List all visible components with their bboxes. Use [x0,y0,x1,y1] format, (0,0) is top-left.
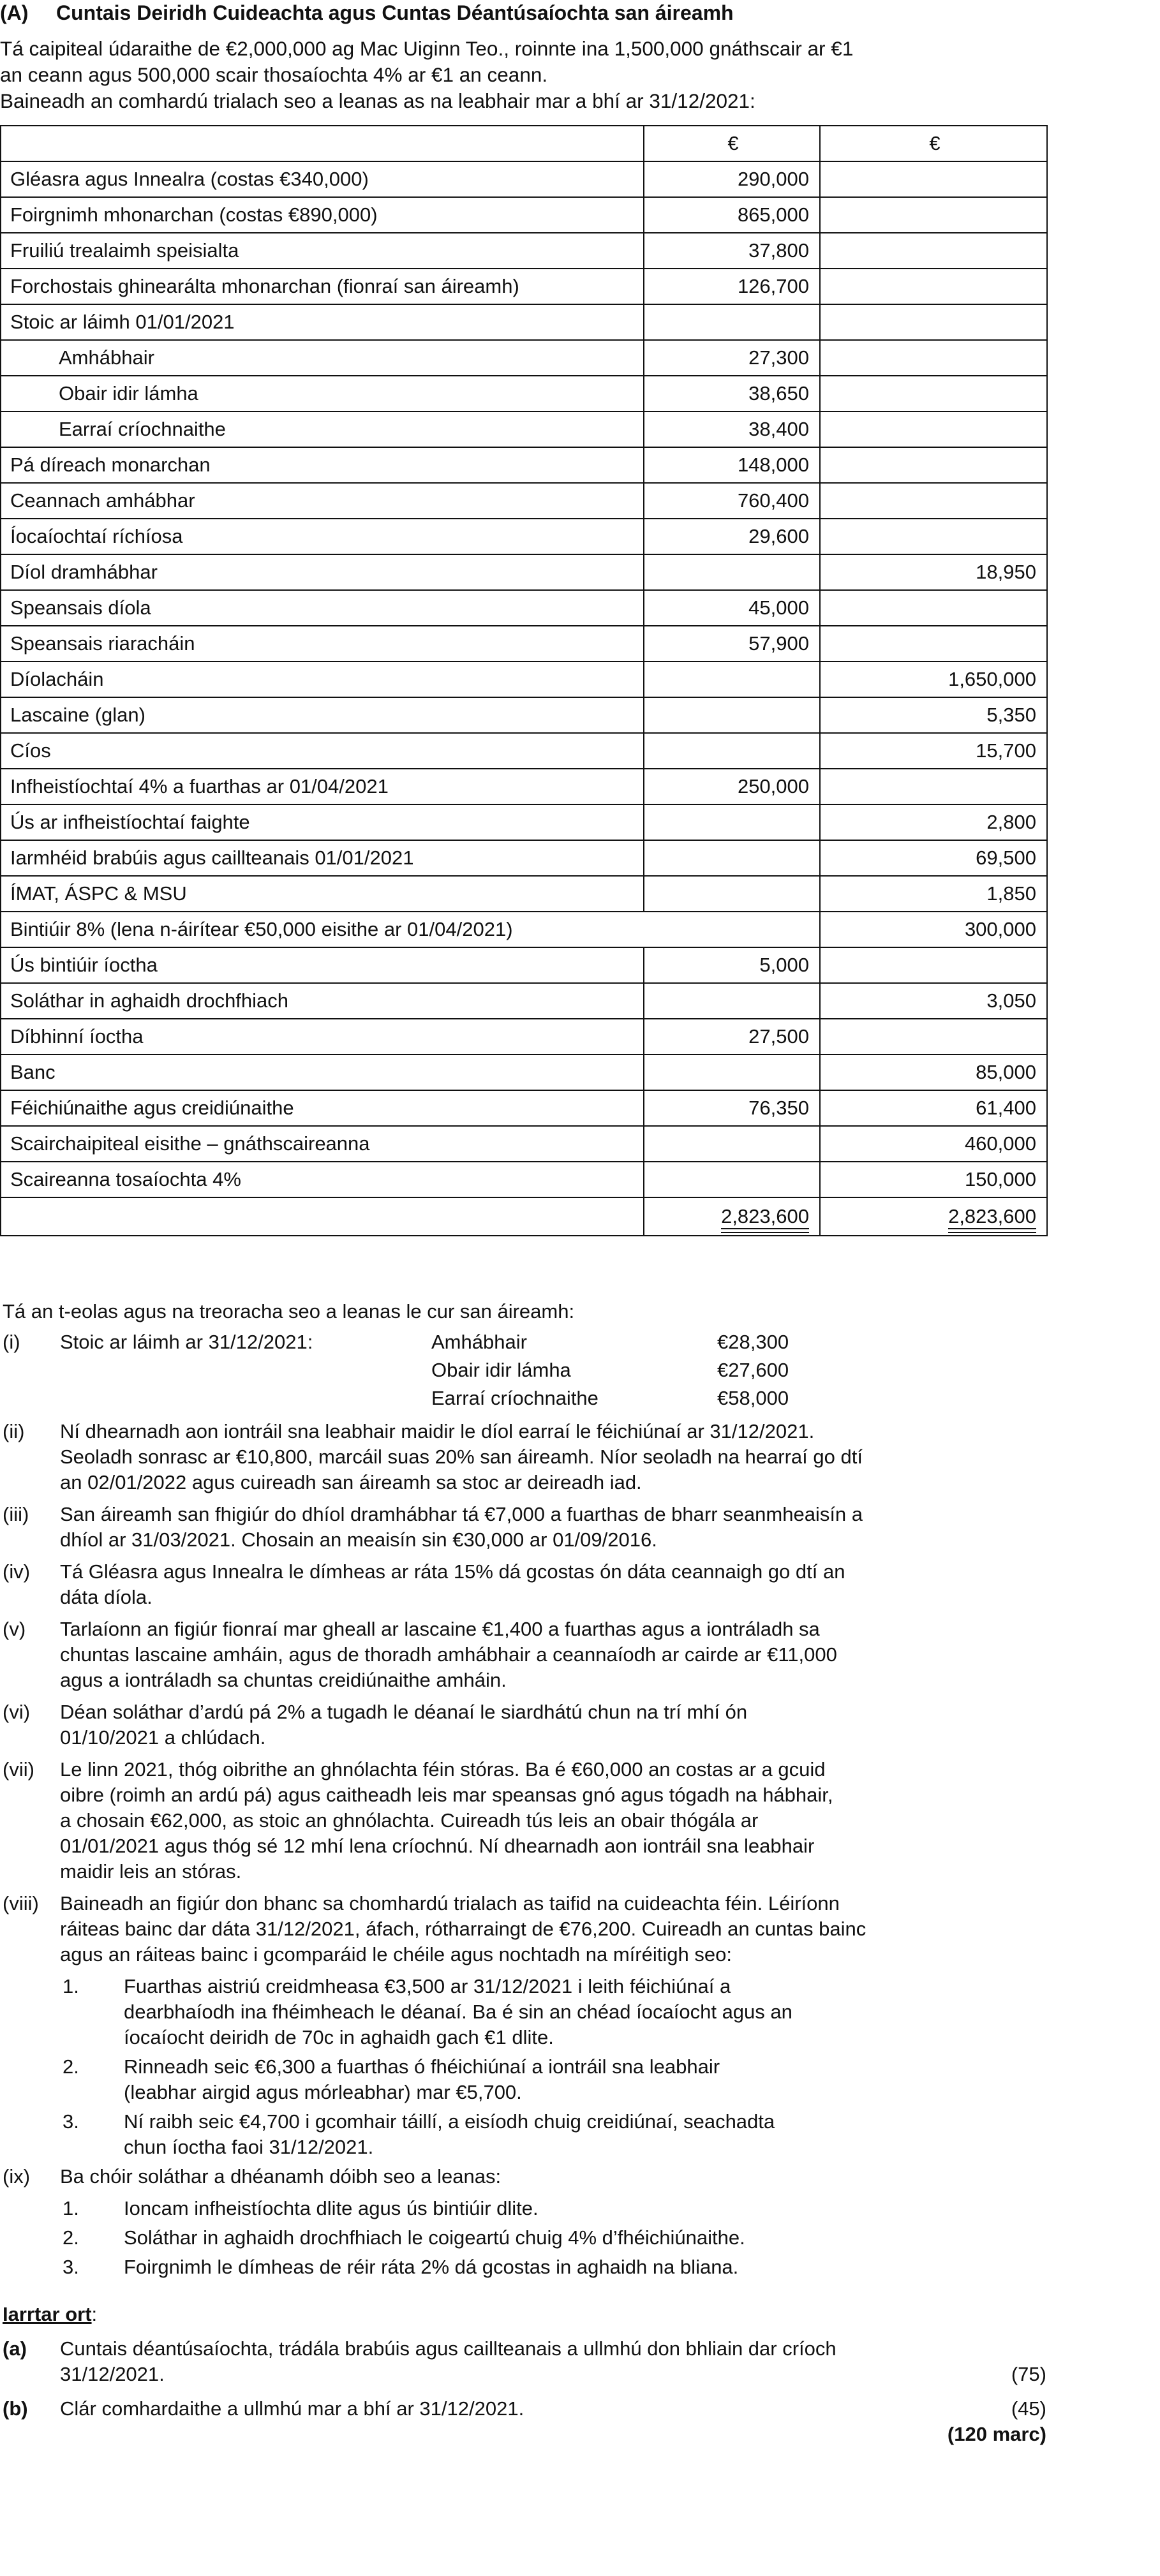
debit-amount [644,697,820,733]
debit-amount [644,554,820,590]
table-row [1,947,1047,983]
account-name: Fruiliú trealaimh speisialta [1,233,644,269]
table-row [1,554,1047,590]
sub-line: Ní raibh seic €4,700 i gcomhair táillí, a eisíodh chuig creidiúnaí, seachadta [124,2110,775,2133]
note-text [60,1419,1046,1495]
debit-amount [644,733,820,769]
provision-item [0,2254,1046,2280]
sub-number: 2. [63,2226,79,2249]
account-name: Ús bintiúir íoctha [1,947,644,983]
account-name: Lascaine (glan) [1,697,644,733]
sub-text [124,2054,1046,2105]
part-text [60,2336,957,2387]
stock-value: €28,300 [717,1331,789,1353]
note-line: Tá Gléasra agus Innealra le dímheas ar ráta 15% dá gcostas ón dáta ceannaigh go dtí an [60,1560,845,1583]
credit-amount: 18,950 [820,554,1047,590]
table-row [1,340,1047,376]
credit-amount [820,411,1047,447]
table-row [1,733,1047,769]
note-text [60,1891,1046,1967]
account-name: Scaireanna tosaíochta 4% [1,1162,644,1197]
credit-amount: 69,500 [820,840,1047,876]
note-line: Seoladh sonrasc ar €10,800, marcáil suas 20% san áireamh. Níor seoladh na hearraí go dtí [60,1446,863,1468]
table-row [1,1126,1047,1162]
debit-amount [644,1055,820,1090]
trial-balance-table [0,125,1048,1236]
note-number: (iv) [3,1560,31,1583]
note-number: (ii) [3,1420,25,1442]
sub-text: Soláthar in aghaidh drochfhiach le coigeartú chuig 4% d’fhéichiúnaithe. [124,2226,745,2249]
sub-number: 1. [63,2197,79,2219]
credit-amount: 15,700 [820,733,1047,769]
table-row [1,983,1047,1019]
note-line: a chosain €62,000, as stoic an ghnólachta. Cuireadh tús leis an obair thógála ar [60,1809,759,1832]
credit-amount: 150,000 [820,1162,1047,1197]
table-row [1,590,1047,626]
debit-amount: 38,400 [644,411,820,447]
question-part [0,2396,1046,2422]
table-row [1,912,1047,947]
table-row [1,1090,1047,1126]
debit-amount: 250,000 [644,769,820,804]
credit-amount [820,304,1047,340]
account-name: Bintiúir 8% (lena n-áirítear €50,000 eisithe ar 01/04/2021) [1,912,820,947]
bank-discrepancy-item [0,2109,1046,2160]
debit-amount: 29,600 [644,519,820,554]
table-row [1,769,1047,804]
stock-value: €27,600 [717,1359,789,1381]
note-ix [0,2164,1046,2189]
credit-amount [820,233,1047,269]
debit-amount: 57,900 [644,626,820,662]
stock-value: €58,000 [717,1387,789,1409]
credit-amount: 300,000 [820,912,1047,947]
debit-amount: 45,000 [644,590,820,626]
section-label: (A) [0,1,29,24]
notes-section [0,1299,1046,2447]
note-line: agus a iontráladh sa chuntas creidiúnaithe amháin. [60,1669,507,1691]
account-name: Obair idir lámha [1,376,644,411]
credit-amount: 1,850 [820,876,1047,912]
sub-number: 2. [63,2055,79,2078]
note-number: (viii) [3,1892,39,1914]
part-line: Cuntais déantúsaíochta, trádála brabúis agus caillteanais a ullmhú don bhliain dar críoch [60,2337,837,2360]
debit-amount: 760,400 [644,483,820,519]
part-line: 31/12/2021. [60,2363,165,2385]
account-name: Earraí críochnaithe [1,411,644,447]
note-text [60,1502,1046,1553]
table-row [1,269,1047,304]
table-row [1,876,1047,912]
debit-amount: 290,000 [644,161,820,197]
note-text [60,1617,1046,1693]
header-cell-debit: € [644,126,820,161]
note-line: ráiteas bainc dar dáta 31/12/2021, áfach, rótharraingt de €76,200. Cuireadh an cuntas bainc [60,1918,866,1940]
debit-amount [644,804,820,840]
credit-amount [820,519,1047,554]
note-line: oibre (roimh an ardú pá) agus caitheadh leis mar speansas gnó agus tógadh na hábhair, [60,1784,833,1806]
table-row [1,304,1047,340]
bank-discrepancy-item [0,1974,1046,2050]
account-name: Foirgnimh mhonarchan (costas €890,000) [1,197,644,233]
table-row [1,626,1047,662]
debit-amount [644,304,820,340]
note-item [0,1419,1046,1495]
note-line: dhíol ar 31/03/2021. Chosain an meaisín sin €30,000 ar 01/09/2016. [60,1529,657,1551]
credit-total-cell [820,1197,1047,1236]
stock-name: Amhábhair [431,1331,527,1353]
note-line: 01/01/2021 agus thóg sé 12 mhí lena críochnú. Ní dhearnadh aon iontráil sna leabhair [60,1835,815,1857]
credit-amount: 3,050 [820,983,1047,1019]
table-row [1,197,1047,233]
sub-line: Fuarthas aistriú creidmheasa €3,500 ar 31/12/2021 i leith féichiúnaí a [124,1975,731,1997]
credit-amount: 460,000 [820,1126,1047,1162]
account-name: Amhábhair [1,340,644,376]
note-number: (ix) [3,2165,31,2187]
debit-amount: 5,000 [644,947,820,983]
debit-amount [644,983,820,1019]
debit-amount [644,1126,820,1162]
debit-amount: 148,000 [644,447,820,483]
table-row [1,447,1047,483]
bank-discrepancy-item [0,2054,1046,2105]
sub-line: íocaíocht deiridh de 70c in aghaidh gach €1 dlite. [124,2026,554,2048]
credit-amount [820,447,1047,483]
account-name: Pá díreach monarchan [1,447,644,483]
debit-amount: 37,800 [644,233,820,269]
sub-line: Rinneadh seic €6,300 a fuarthas ó fhéichiúnaí a iontráil sna leabhair [124,2055,720,2078]
account-name: Díolacháin [1,662,644,697]
credit-amount [820,376,1047,411]
debit-amount: 865,000 [644,197,820,233]
account-name: Soláthar in aghaidh drochfhiach [1,983,644,1019]
table-row [1,697,1047,733]
note-number: (v) [3,1618,26,1640]
debit-amount: 126,700 [644,269,820,304]
table-row [1,233,1047,269]
table-row [1,161,1047,197]
part-text [60,2396,957,2422]
part-label: (b) [3,2397,28,2420]
debit-amount: 27,300 [644,340,820,376]
credit-amount [820,197,1047,233]
account-name: Féichiúnaithe agus creidiúnaithe [1,1090,644,1126]
stock-name: Obair idir lámha [431,1359,571,1381]
sub-text [124,1974,1046,2050]
part-marks: (75) [1011,2363,1046,2385]
closing-stock-list [60,1329,1046,1412]
note-line: Le linn 2021, thóg oibrithe an ghnólachta féin stóras. Ba é €60,000 an costas ar a gcuid [60,1758,826,1780]
account-name: Speansais díola [1,590,644,626]
totals-row [1,1197,1047,1236]
sub-number: 3. [63,2256,79,2278]
table-row [1,519,1047,554]
credit-amount: 61,400 [820,1090,1047,1126]
note-item [0,1891,1046,1967]
debit-amount [644,840,820,876]
credit-amount [820,269,1047,304]
credit-total: 2,823,600 [948,1205,1036,1229]
table-row [1,411,1047,447]
debit-amount: 76,350 [644,1090,820,1126]
account-name: Díol dramhábhar [1,554,644,590]
note-line: Tarlaíonn an figiúr fionraí mar gheall ar lascaine €1,400 a fuarthas agus a iontráladh sa [60,1618,820,1640]
account-name: Díbhinní íoctha [1,1019,644,1055]
note-line: San áireamh san fhigiúr do dhíol dramhábhar tá €7,000 a fuarthas de bharr seanmheaisín a [60,1503,863,1525]
credit-amount [820,161,1047,197]
sub-line: (leabhar airgid agus mórleabhar) mar €5,700. [124,2081,522,2103]
section-title: Cuntais Deiridh Cuideachta agus Cuntas Déantúsaíochta san áireamh [56,1,734,24]
sub-number: 3. [63,2110,79,2133]
credit-amount [820,590,1047,626]
note-number: (vi) [3,1701,31,1723]
account-name: Scairchaipiteal eisithe – gnáthscaireanna [1,1126,644,1162]
account-name: Banc [1,1055,644,1090]
account-name: Infheistíochtaí 4% a fuarthas ar 01/04/2021 [1,769,644,804]
notes-intro: Tá an t-eolas agus na treoracha seo a leanas le cur san áireamh: [3,1300,575,1322]
total-marks: (120 marc) [947,2423,1046,2445]
note-text: Ba chóir soláthar a dhéanamh dóibh seo a leanas: [60,2165,502,2187]
note-line: dáta díola. [60,1586,152,1608]
note-line: Baineadh an figiúr don bhanc sa chomhardú trialach as taifid na cuideachta féin. Léiríonn [60,1892,840,1914]
intro-line: an ceann agus 500,000 scair thosaíochta 4% ar €1 an ceann. [0,63,548,86]
debit-amount [644,1162,820,1197]
note-line: chuntas lascaine amháin, agus de thoradh amhábhair a ceannaíodh ar cairde ar €11,000 [60,1643,837,1666]
note-item [0,1559,1046,1610]
note-i [0,1329,1046,1412]
note-line: Déan soláthar d’ardú pá 2% a tugadh le déanaí le siardhátú chun na trí mhí ón [60,1701,748,1723]
account-name: Íocaíochtaí ríchíosa [1,519,644,554]
provision-item [0,2225,1046,2251]
note-line: agus an ráiteas bainc i gcomparáid le chéile agus nochtadh na míréitigh seo: [60,1943,732,1965]
intro-text [0,36,1046,114]
note-line: 01/10/2021 a chlúdach. [60,1726,266,1749]
task-heading [0,2302,1046,2327]
totals-label [1,1197,644,1236]
part-line: Clár comhardaithe a ullmhú mar a bhí ar 31/12/2021. [60,2397,524,2420]
note-text [60,1699,1046,1751]
debit-total: 2,823,600 [721,1205,809,1229]
credit-amount: 2,800 [820,804,1047,840]
account-name: Forchostais ghinearálta mhonarchan (fionraí san áireamh) [1,269,644,304]
debit-amount [644,662,820,697]
provision-item [0,2196,1046,2221]
account-name: Iarmhéid brabúis agus caillteanais 01/01/2021 [1,840,644,876]
credit-amount: 1,650,000 [820,662,1047,697]
credit-amount [820,1019,1047,1055]
account-name: Speansais riaracháin [1,626,644,662]
note-number: (iii) [3,1503,29,1525]
sub-line: dearbhaíodh ina fhéimheach le déanaí. Ba é sin an chéad íocaíocht agus an [124,2001,792,2023]
sub-text: Ioncam infheistíochta dlite agus ús bintiúir dlite. [124,2197,539,2219]
table-row [1,1162,1047,1197]
note-text [60,1559,1046,1610]
sub-text: Foirgnimh le dímheas de réir ráta 2% dá gcostas in aghaidh na bliana. [124,2256,739,2278]
part-label: (a) [3,2337,27,2360]
note-line: maidir leis an stóras. [60,1860,242,1883]
intro-line: Baineadh an comhardú trialach seo a leanas as na leabhair mar a bhí ar 31/12/2021: [0,89,755,112]
note-item [0,1502,1046,1553]
account-name: ÍMAT, ÁSPC & MSU [1,876,644,912]
credit-amount [820,947,1047,983]
table-row [1,840,1047,876]
table-row [1,662,1047,697]
note-line: Ní dhearnadh aon iontráil sna leabhair maidir le díol earraí le féichiúnaí ar 31/12/2021. [60,1420,815,1442]
credit-amount [820,340,1047,376]
task-heading-text: Iarrtar ort [3,2303,92,2325]
account-name: Cíos [1,733,644,769]
note-item [0,1617,1046,1693]
table-header-row [1,126,1047,161]
table-row [1,1019,1047,1055]
sub-text [124,2109,1046,2160]
account-name: Ceannach amhábhar [1,483,644,519]
note-item [0,1699,1046,1751]
account-name: Gléasra agus Innealra (costas €340,000) [1,161,644,197]
debit-amount: 38,650 [644,376,820,411]
debit-amount: 27,500 [644,1019,820,1055]
table-row [1,1055,1047,1090]
credit-amount: 85,000 [820,1055,1047,1090]
note-number: (i) [3,1331,20,1353]
account-name: Stoic ar láimh 01/01/2021 [1,304,644,340]
note-line: an 02/01/2022 agus cuireadh san áireamh sa stoc ar deireadh iad. [60,1471,642,1493]
sub-number: 1. [63,1975,79,1997]
task-heading-colon: : [91,2303,98,2325]
credit-amount [820,626,1047,662]
header-cell-credit: € [820,126,1047,161]
closing-stock-lead: Stoic ar láimh ar 31/12/2021: [60,1331,313,1353]
intro-line: Tá caipiteal údaraithe de €2,000,000 ag Mac Uiginn Teo., roinnte ina 1,500,000 gnáthscair ar €1 [0,37,854,60]
question-part [0,2336,1046,2387]
credit-amount [820,483,1047,519]
debit-amount [644,876,820,912]
table-row [1,804,1047,840]
sub-line: chun íoctha faoi 31/12/2021. [124,2136,374,2158]
credit-amount [820,769,1047,804]
debit-total-cell [644,1197,820,1236]
note-number: (vii) [3,1758,34,1780]
part-marks: (45) [1011,2397,1046,2420]
stock-name: Earraí críochnaithe [431,1387,599,1409]
table-row [1,376,1047,411]
table-row [1,483,1047,519]
header-cell [1,126,644,161]
note-text [60,1757,1046,1884]
credit-amount: 5,350 [820,697,1047,733]
note-item [0,1757,1046,1884]
section-heading [0,0,734,26]
account-name: Ús ar infheistíochtaí faighte [1,804,644,840]
